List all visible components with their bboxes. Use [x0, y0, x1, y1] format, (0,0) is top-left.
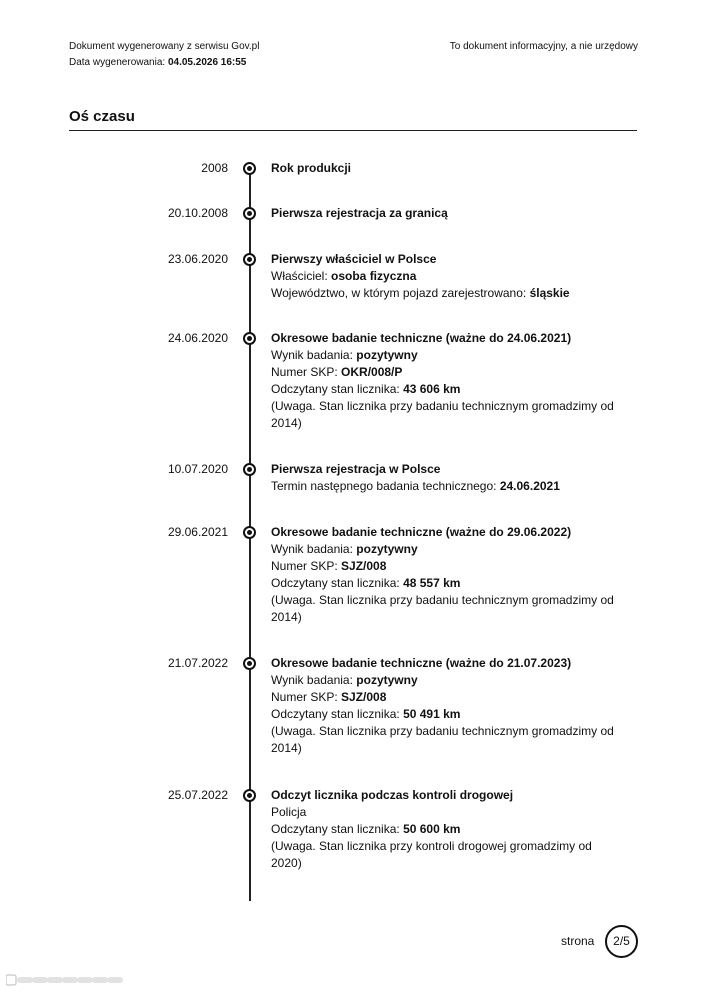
event-title: Odczyt licznika podczas kontroli drogowej: [271, 788, 514, 802]
event-title: Okresowe badanie techniczne (ważne do 21.07.2023): [271, 656, 572, 670]
source-text: Dokument wygenerowany z serwisu Gov.pl: [69, 41, 260, 52]
event-details: [271, 251, 616, 302]
timeline-dot-icon: [243, 253, 256, 266]
event-detail-line: [271, 268, 616, 285]
detail-label: (Uwaga. Stan licznika przy badaniu technicznym gromadzimy od 2014): [271, 593, 614, 624]
event-details: [271, 524, 616, 626]
event-title: Pierwszy właściciel w Polsce: [271, 252, 437, 266]
page-label: strona: [561, 934, 595, 948]
timeline-dot-icon: [243, 162, 256, 175]
detail-label: (Uwaga. Stan licznika przy badaniu technicznym gromadzimy od 2014): [271, 399, 614, 430]
detail-value: 50 491 km: [403, 707, 461, 721]
event-date: 21.07.2022: [167, 656, 228, 670]
detail-value: 50 600 km: [403, 822, 461, 836]
event-title: Pierwsza rejestracja za granicą: [271, 206, 448, 220]
watermark-graphic: [6, 972, 124, 988]
event-date: 10.07.2020: [167, 462, 228, 476]
event-detail-line: [271, 575, 616, 592]
event-date: 24.06.2020: [167, 331, 228, 345]
event-title: Okresowe badanie techniczne (ważne do 29.06.2022): [271, 525, 572, 539]
event-date: 2008: [201, 161, 228, 175]
generated-date: [69, 56, 246, 69]
detail-value: 43 606 km: [403, 382, 461, 396]
event-date: 20.10.2008: [167, 206, 228, 220]
detail-value: pozytywny: [356, 542, 418, 556]
event-detail-line: [271, 706, 616, 723]
detail-label: Wynik badania:: [271, 673, 357, 687]
timeline-dot-icon: [243, 207, 256, 220]
event-detail-line: [271, 541, 616, 558]
detail-label: (Uwaga. Stan licznika przy kontroli drogowej gromadzimy od 2020): [271, 839, 592, 870]
event-details: [271, 461, 616, 495]
event-detail-line: [271, 821, 616, 838]
detail-label: Województwo, w którym pojazd zarejestrowano:: [271, 286, 530, 300]
detail-label: Właściciel:: [271, 269, 332, 283]
info-text: To dokument informacyjny, a nie urzędowy: [449, 41, 638, 52]
event-detail-line: [271, 381, 616, 398]
event-detail-line: [271, 672, 616, 689]
event-detail-line: [271, 723, 616, 757]
generated-label: Data wygenerowania:: [69, 57, 166, 68]
detail-value: OKR/008/P: [341, 365, 403, 379]
detail-label: (Uwaga. Stan licznika przy badaniu technicznym gromadzimy od 2014): [271, 724, 614, 755]
detail-value: 24.06.2021: [499, 479, 560, 493]
detail-label: Numer SKP:: [271, 365, 342, 379]
watermark-logo: [6, 972, 124, 991]
event-title: Rok produkcji: [271, 161, 352, 175]
section-title: Oś czasu: [69, 108, 637, 131]
timeline-dot-icon: [243, 657, 256, 670]
generated-value: 04.05.2026 16:55: [167, 57, 247, 68]
detail-label: Odczytany stan licznika:: [271, 382, 404, 396]
event-detail-line: [271, 347, 616, 364]
detail-label: Odczytany stan licznika:: [271, 822, 404, 836]
detail-label: Policja: [271, 805, 307, 819]
detail-label: Termin następnego badania technicznego:: [271, 479, 500, 493]
event-title: Pierwsza rejestracja w Polsce: [271, 462, 441, 476]
event-date: 23.06.2020: [167, 252, 228, 266]
detail-value: SJZ/008: [341, 690, 387, 704]
event-detail-line: [271, 558, 616, 575]
detail-label: Wynik badania:: [271, 542, 357, 556]
event-title: Okresowe badanie techniczne (ważne do 24.06.2021): [271, 331, 572, 345]
event-detail-line: [271, 398, 616, 432]
detail-value: pozytywny: [356, 348, 418, 362]
page-number-badge: 2/5: [605, 925, 638, 958]
event-detail-line: [271, 689, 616, 706]
event-detail-line: [271, 285, 616, 302]
detail-label: Numer SKP:: [271, 690, 342, 704]
detail-value: pozytywny: [356, 673, 418, 687]
event-details: [271, 655, 616, 757]
detail-label: Odczytany stan licznika:: [271, 707, 404, 721]
timeline-dot-icon: [243, 789, 256, 802]
event-details: [271, 330, 616, 432]
detail-value: 48 557 km: [403, 576, 461, 590]
event-detail-line: [271, 592, 616, 626]
timeline-dot-icon: [243, 332, 256, 345]
event-date: 29.06.2021: [167, 525, 228, 539]
detail-label: Numer SKP:: [271, 559, 342, 573]
event-details: [271, 205, 616, 222]
event-detail-line: [271, 804, 616, 821]
event-details: [271, 787, 616, 872]
timeline-dot-icon: [243, 526, 256, 539]
detail-value: osoba fizyczna: [331, 269, 417, 283]
event-date: 25.07.2022: [167, 788, 228, 802]
event-detail-line: [271, 838, 616, 872]
detail-value: śląskie: [529, 286, 570, 300]
detail-value: SJZ/008: [341, 559, 387, 573]
event-details: [271, 160, 616, 177]
timeline-dot-icon: [243, 463, 256, 476]
detail-label: Wynik badania:: [271, 348, 357, 362]
event-detail-line: [271, 364, 616, 381]
event-detail-line: [271, 478, 616, 495]
detail-label: Odczytany stan licznika:: [271, 576, 404, 590]
